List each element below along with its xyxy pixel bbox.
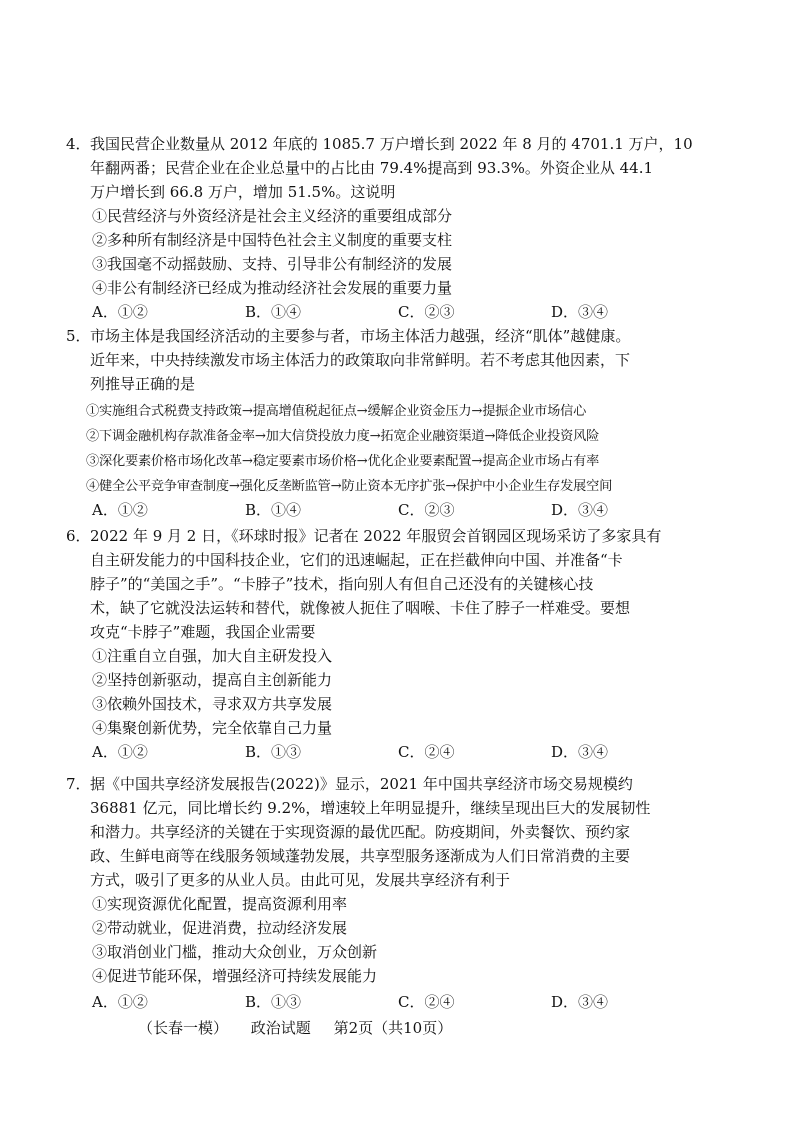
choice-a: A．①② (92, 501, 148, 519)
statement-option: ③依赖外国技术，寻求双方共享发展 (92, 695, 333, 713)
choice-c: C．②④ (398, 993, 455, 1011)
statement-option: ②带动就业，促进消费，拉动经济发展 (92, 919, 348, 937)
choice-b: B．①③ (245, 743, 302, 761)
answer-choices (0, 992, 794, 1012)
question-stem-line: 据《中国共享经济发展报告(2022)》显示，2021 年中国共享经济市场交易规模约 (90, 775, 633, 793)
inference-chain-option: ③深化要素价格市场化改革→稳定要素市场价格→优化企业要素配置→提高企业市场占有率 (86, 454, 600, 469)
choice-d: D．③④ (551, 303, 609, 321)
question-stem-line: 和潜力。共享经济的关键在于实现资源的最优匹配。防疫期间，外卖餐饮、预约家 (90, 823, 631, 841)
question-stem-line: 方式，吸引了更多的从业人员。由此可见，发展共享经济有利于 (90, 871, 511, 889)
answer-choices (0, 742, 794, 762)
question-number: 4． (66, 135, 91, 153)
inference-chain-option: ①实施组合式税费支持政策→提高增值税起征点→缓解企业资金压力→提振企业市场信心 (86, 404, 587, 419)
footer-page-number: 第2页（共10页） (333, 1019, 453, 1037)
statement-option: ④集聚创新优势，完全依靠自己力量 (92, 719, 333, 737)
question-stem-line: 近年来，中央持续激发市场主体活力的政策取向非常鲜明。若不考虑其他因素，下 (90, 351, 631, 369)
question-stem-line: 列推导正确的是 (90, 375, 196, 393)
question-stem-line: 政、生鲜电商等在线服务领域蓬勃发展，共享型服务逐渐成为人们日常消费的主要 (90, 847, 631, 865)
choice-b: B．①③ (245, 993, 302, 1011)
choice-a: A．①② (92, 303, 148, 321)
choice-d: D．③④ (551, 501, 609, 519)
choice-c: C．②③ (398, 501, 455, 519)
choice-d: D．③④ (551, 743, 609, 761)
question-stem-line: 术，缺了它就没法运转和替代，就像被人扼住了咽喉、卡住了脖子一样难受。要想 (90, 599, 631, 617)
question-stem-line: 市场主体是我国经济活动的主要参与者，市场主体活力越强，经济“肌体”越健康。 (90, 327, 631, 345)
inference-chain-option: ②下调金融机构存款准备金率→加大信贷投放力度→拓宽企业融资渠道→降低企业投资风险 (86, 429, 600, 444)
question-stem-line: 36881 亿元，同比增长约 9.2%，增速较上年明显提升，继续呈现出巨大的发展韧性 (90, 799, 651, 817)
statement-option: ②多种所有制经济是中国特色社会主义制度的重要支柱 (92, 231, 453, 249)
statement-option: ①实现资源优化配置，提高资源利用率 (92, 895, 348, 913)
inference-chain-option: ④健全公平竞争审查制度→强化反垄断监管→防止资本无序扩张→保护中小企业生存发展空间 (86, 479, 613, 494)
statement-option: ①注重自立自强，加大自主研发投入 (92, 647, 333, 665)
question-stem-line: 年翻两番；民营企业在企业总量中的占比由 79.4%提高到 93.3%。外资企业从 44.1 (90, 159, 654, 177)
footer-exam-name: （长春一模） (138, 1019, 229, 1037)
question-stem-line: 我国民营企业数量从 2012 年底的 1085.7 万户增长到 2022 年 8 月的 4701.1 万户，10 (90, 135, 693, 153)
statement-option: ①民营经济与外资经济是社会主义经济的重要组成部分 (92, 207, 453, 225)
question-number: 6． (66, 527, 91, 545)
question-stem-line: 脖子”的“美国之手”。“卡脖子”技术，指向别人有但自己还没有的关键核心技 (90, 575, 594, 593)
choice-a: A．①② (92, 993, 148, 1011)
choice-c: C．②④ (398, 743, 455, 761)
choice-d: D．③④ (551, 993, 609, 1011)
statement-option: ③我国毫不动摇鼓励、支持、引导非公有制经济的发展 (92, 255, 453, 273)
statement-option: ②坚持创新驱动，提高自主创新能力 (92, 671, 333, 689)
answer-choices (0, 302, 794, 322)
statement-option: ③取消创业门槛，推动大众创业，万众创新 (92, 943, 378, 961)
question-stem-line: 自主研发能力的中国科技企业，它们的迅速崛起，正在拦截伸向中国、并准备“卡 (90, 551, 623, 569)
page-footer (138, 1018, 470, 1038)
statement-option: ④促进节能环保，增强经济可持续发展能力 (92, 967, 378, 985)
choice-b: B．①④ (245, 303, 302, 321)
choice-c: C．②③ (398, 303, 455, 321)
question-number: 5． (66, 327, 91, 345)
question-stem-line: 攻克“卡脖子”难题，我国企业需要 (90, 623, 316, 641)
question-number: 7． (66, 775, 91, 793)
footer-subject: 政治试题 (250, 1019, 311, 1037)
choice-b: B．①④ (245, 501, 302, 519)
choice-a: A．①② (92, 743, 148, 761)
question-stem-line: 2022 年 9 月 2 日，《环球时报》记者在 2022 年服贸会首钢园区现场采访了多家具有 (90, 527, 662, 545)
statement-option: ④非公有制经济已经成为推动经济社会发展的重要力量 (92, 279, 453, 297)
answer-choices (0, 500, 794, 520)
question-stem-line: 万户增长到 66.8 万户，增加 51.5%。这说明 (90, 183, 396, 201)
